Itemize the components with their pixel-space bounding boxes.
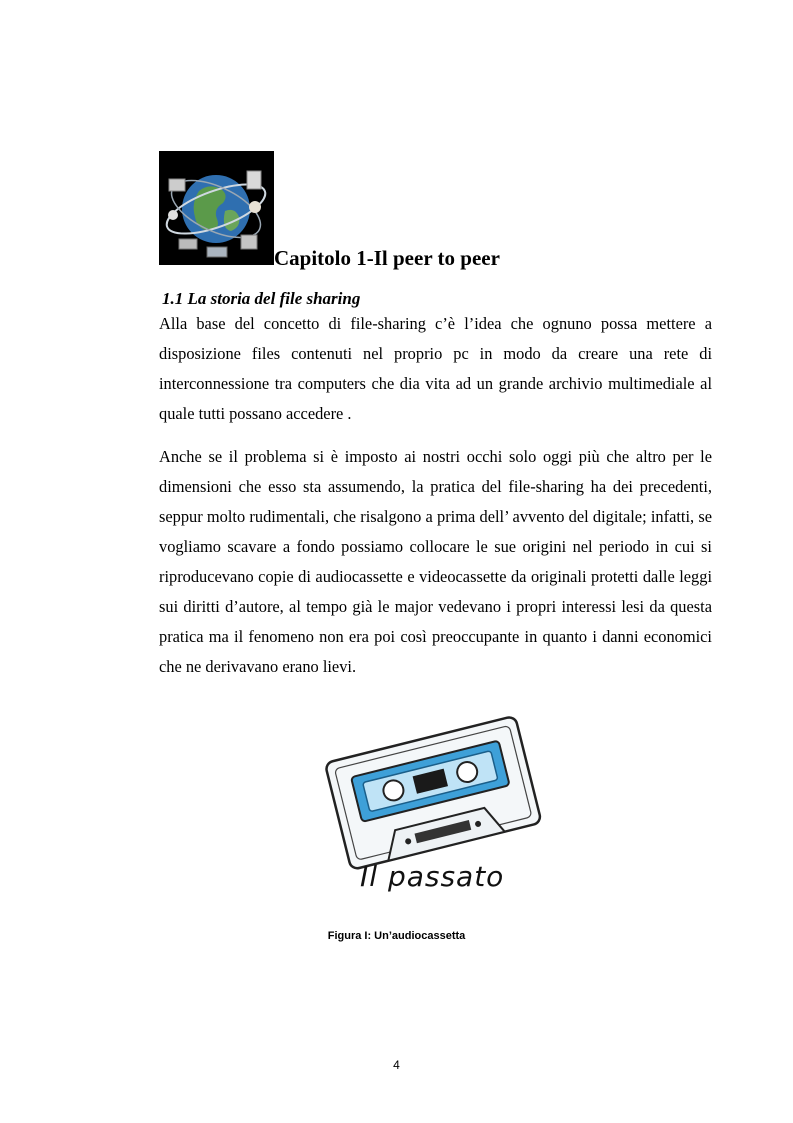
chapter-title: Capitolo 1-Il peer to peer <box>274 246 500 270</box>
section-title: 1.1 La storia del file sharing <box>162 289 361 308</box>
figure-caption: Figura I: Un’audiocassetta <box>327 930 466 942</box>
figure-handwritten-label: Il passato <box>360 860 505 893</box>
audio-cassette-figure <box>312 698 557 906</box>
globe-network-icon <box>159 151 274 265</box>
paragraph-1: Alla base del concetto di file-sharing c’è l’idea che ognuno possa mettere a disposizione files contenuti nel proprio pc in modo da creare una rete di interconnessione tra computers che dia vita ad un grande archivio multimediale al quale tutti possano accedere . <box>159 314 712 423</box>
chapter-globe-image <box>159 151 274 265</box>
page-number: 4 <box>393 1058 400 1072</box>
paragraph-2: Anche se il problema si è imposto ai nostri occhi solo oggi più che altro per le dimensioni che esso sta assumendo, la pratica del file-sharing ha dei precedenti, seppur molto rudimentali, che risalgono a prima dell’ avvento del digitale; infatti, se vogliamo scavare a fondo possiamo collocare le sue origini nel periodo in cui si riproducevano copie di audiocassette e videocassette da originali protetti dalle leggi sui diritti d’autore, al tempo già le major vedevano i propri interessi lesi da questa pratica ma il fenomeno non era poi così preoccupante in quanto i danni economici che ne derivavano erano lievi. <box>159 447 712 676</box>
